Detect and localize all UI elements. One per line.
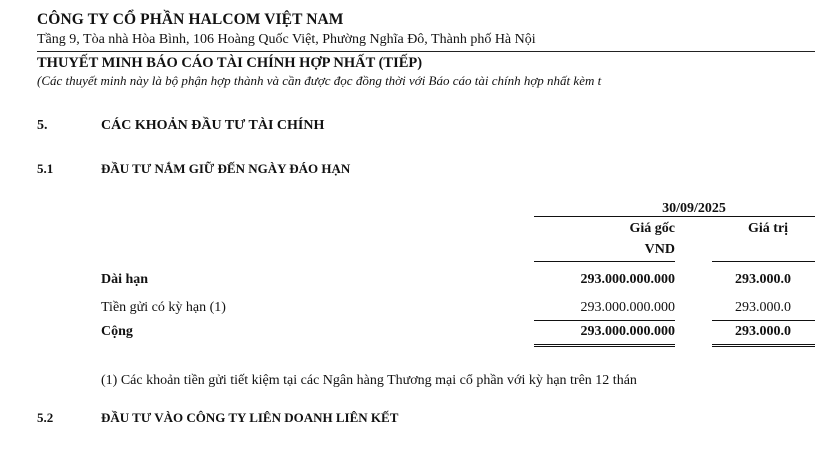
report-title: THUYẾT MINH BÁO CÁO TÀI CHÍNH HỢP NHẤT (TIẾP): [37, 55, 423, 71]
total-double-rule-value: [712, 344, 815, 347]
row-term-deposit-label: Tiền gửi có kỳ hạn (1): [101, 300, 226, 315]
date-header: 30/09/2025: [662, 201, 726, 216]
company-name: CÔNG TY CỔ PHẦN HALCOM VIỆT NAM: [37, 11, 344, 28]
row-term-deposit-value: 293.000.0: [735, 300, 791, 315]
footnote: (1) Các khoản tiền gửi tiết kiệm tại các Ngân hàng Thương mại cổ phần với kỳ hạn trên 12 thán: [101, 373, 637, 388]
header-divider: [37, 51, 815, 52]
row-long-term-label: Dài hạn: [101, 272, 149, 287]
section-5-1-number: 5.1: [37, 161, 54, 176]
row-total-label: Cộng: [101, 324, 133, 339]
row-total-cost: 293.000.000.000: [580, 324, 675, 339]
section-5-title: CÁC KHOẢN ĐẦU TƯ TÀI CHÍNH: [101, 118, 325, 133]
section-5-1-title: ĐẦU TƯ NẮM GIỮ ĐẾN NGÀY ĐÁO HẠN: [101, 161, 351, 176]
subtotal-rule-cost: [534, 320, 675, 321]
row-long-term-cost: 293.000.000.000: [580, 272, 675, 287]
col-value-header-rule: [712, 261, 815, 262]
report-subtitle: (Các thuyết minh này là bộ phận hợp thành và cần được đọc đồng thời với Báo cáo tài chính hợp nhất kèm t: [37, 73, 602, 88]
section-5-2-number: 5.2: [37, 410, 54, 425]
company-address: Tầng 9, Tòa nhà Hòa Bình, 106 Hoàng Quốc Việt, Phường Nghĩa Đô, Thành phố Hà Nội: [37, 32, 536, 47]
section-5-number: 5.: [37, 118, 48, 133]
row-term-deposit-cost: 293.000.000.000: [580, 300, 675, 315]
col-cost-unit: VND: [644, 242, 675, 257]
col-cost-header-rule: [534, 261, 675, 262]
total-double-rule-cost: [534, 344, 675, 347]
subtotal-rule-value: [712, 320, 815, 321]
col-cost-header: Giá gốc: [629, 221, 675, 236]
col-value-header: Giá trị: [748, 221, 789, 236]
row-total-value: 293.000.0: [735, 324, 791, 339]
row-long-term-value: 293.000.0: [735, 272, 791, 287]
section-5-2-title: ĐẦU TƯ VÀO CÔNG TY LIÊN DOANH LIÊN KẾT: [101, 410, 399, 425]
